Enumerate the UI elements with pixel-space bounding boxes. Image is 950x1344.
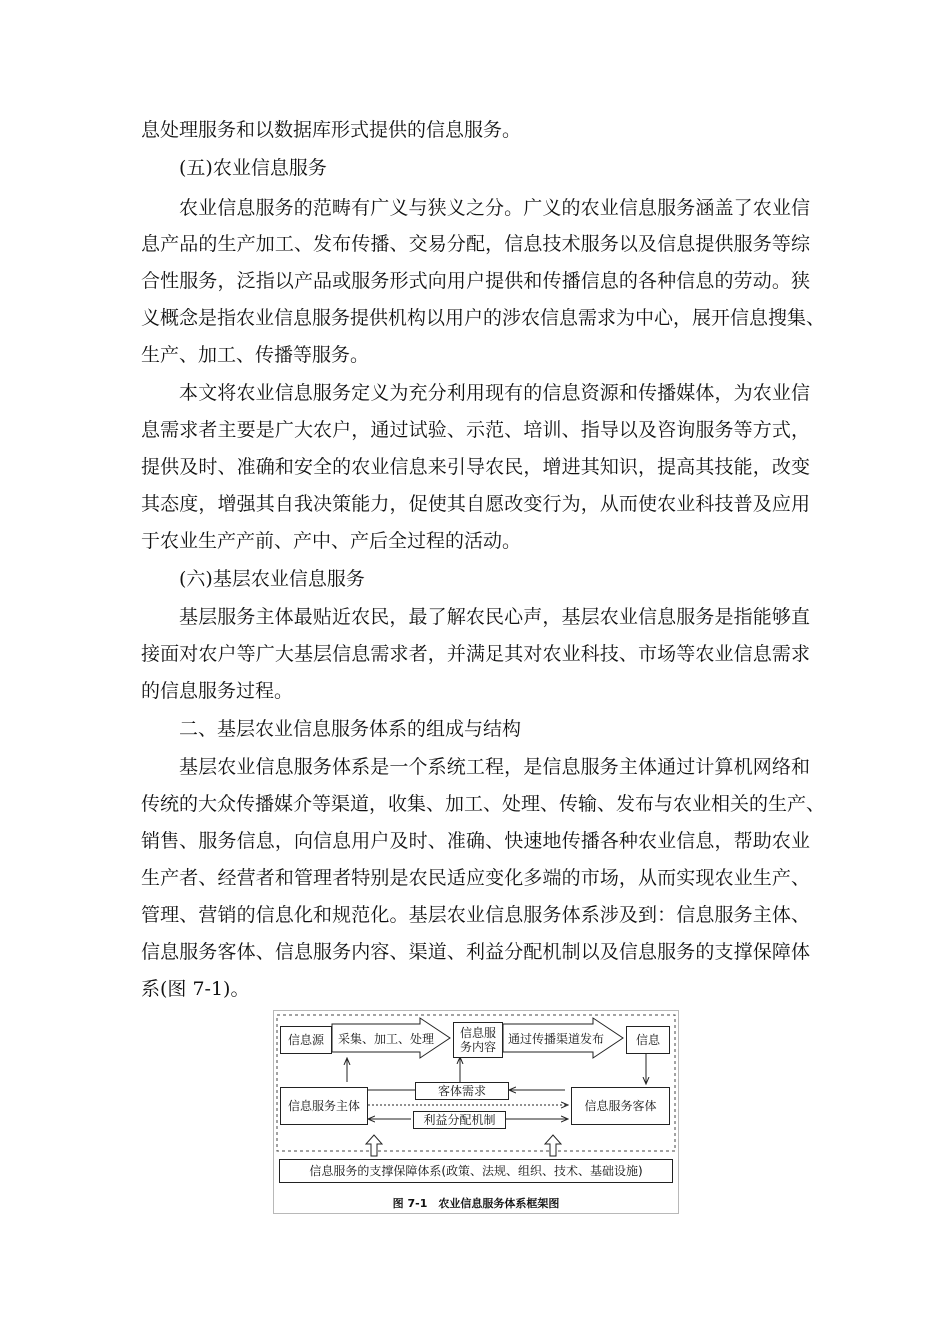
paragraph-line: 息需求者主要是广大农户，通过试验、示范、培训、指导以及咨询服务等方式， (141, 419, 810, 441)
paragraph-line: 合性服务，泛指以产品或服务形式向用户提供和传播信息的各种信息的劳动。狭 (141, 270, 810, 292)
demand-label: 客体需求 (437, 1084, 486, 1098)
paragraph-line: 传统的大众传播媒介等渠道，收集、加工、处理、传输、发布与农业相关的生产、 (141, 793, 826, 815)
figure-7-1 (273, 1010, 679, 1214)
paragraph-line: 息产品的生产加工、发布传播、交易分配，信息技术服务以及信息提供服务等综 (141, 233, 810, 255)
paragraph-line: 基层服务主体最贴近农民，最了解农民心声，基层农业信息服务是指能够直 (179, 606, 810, 628)
publish-label: 通过传播渠道发布 (508, 1032, 605, 1046)
paragraph-line: 基层农业信息服务体系是一个系统工程，是信息服务主体通过计算机网络和 (179, 756, 810, 778)
subject-box (280, 1087, 368, 1125)
paragraph-line: 系(图 7-1)。 (141, 978, 250, 1000)
content-label-line2: 务内容 (459, 1040, 496, 1054)
benefit-label: 利益分配机制 (423, 1113, 496, 1127)
figure-caption: 图 7-1 农业信息服务体系框架图 (392, 1197, 560, 1210)
content-label-line1: 信息服 (459, 1026, 496, 1040)
paragraph-line: 其态度，增强其自我决策能力，促使其自愿改变行为，从而使农业科技普及应用 (141, 493, 810, 515)
source-box (280, 1026, 332, 1054)
paragraph-line: 信息服务客体、信息服务内容、渠道、利益分配机制以及信息服务的支撑保障体 (141, 941, 810, 963)
support-up-arrow-right (545, 1135, 561, 1156)
paragraph-line: 管理、营销的信息化和规范化。基层农业信息服务体系涉及到：信息服务主体、 (141, 904, 810, 926)
info-box (626, 1026, 670, 1054)
paragraph-line: 农业信息服务的范畴有广义与狭义之分。广义的农业信息服务涵盖了农业信 (179, 197, 810, 219)
subject-label: 信息服务主体 (287, 1099, 360, 1113)
paragraph-line: 本文将农业信息服务定义为充分利用现有的信息资源和传播媒体，为农业信 (179, 382, 810, 404)
section-heading-5: (五)农业信息服务 (179, 157, 327, 179)
paragraph-line: 生产、加工、传播等服务。 (141, 344, 370, 366)
section-heading-2: 二、基层农业信息服务体系的组成与结构 (179, 718, 522, 740)
support-up-arrow-left (366, 1135, 382, 1156)
support-box (279, 1159, 673, 1183)
benefit-box (413, 1111, 506, 1129)
paragraph-line: 接面对农户等广大基层信息需求者，并满足其对农业科技、市场等农业信息需求 (141, 643, 810, 665)
info-label: 信息 (635, 1033, 660, 1047)
demand-box (415, 1082, 509, 1100)
paragraph-line: 的信息服务过程。 (141, 680, 294, 702)
paragraph-line: 于农业生产产前、产中、产后全过程的活动。 (141, 530, 522, 552)
source-label: 信息源 (287, 1033, 324, 1047)
paragraph-line: 销售、服务信息，向信息用户及时、准确、快速地传播各种农业信息，帮助农业 (141, 830, 810, 852)
paragraph-line: 义概念是指农业信息服务提供机构以用户的涉农信息需求为中心，展开信息搜集、 (141, 307, 826, 329)
paragraph-line: 生产者、经营者和管理者特别是农民适应变化多端的市场，从而实现农业生产、 (141, 867, 810, 889)
paragraph-line: 息处理服务和以数据库形式提供的信息服务。 (141, 119, 522, 141)
collect-label: 采集、加工、处理 (338, 1032, 435, 1046)
object-label: 信息服务客体 (584, 1099, 657, 1113)
content-box (453, 1022, 503, 1058)
paragraph-line: 提供及时、准确和安全的农业信息来引导农民，增进其知识，提高其技能，改变 (141, 456, 810, 478)
object-box (571, 1087, 670, 1125)
section-heading-6: (六)基层农业信息服务 (179, 568, 365, 590)
support-label: 信息服务的支撑保障体系(政策、法规、组织、技术、基础设施) (309, 1164, 643, 1178)
